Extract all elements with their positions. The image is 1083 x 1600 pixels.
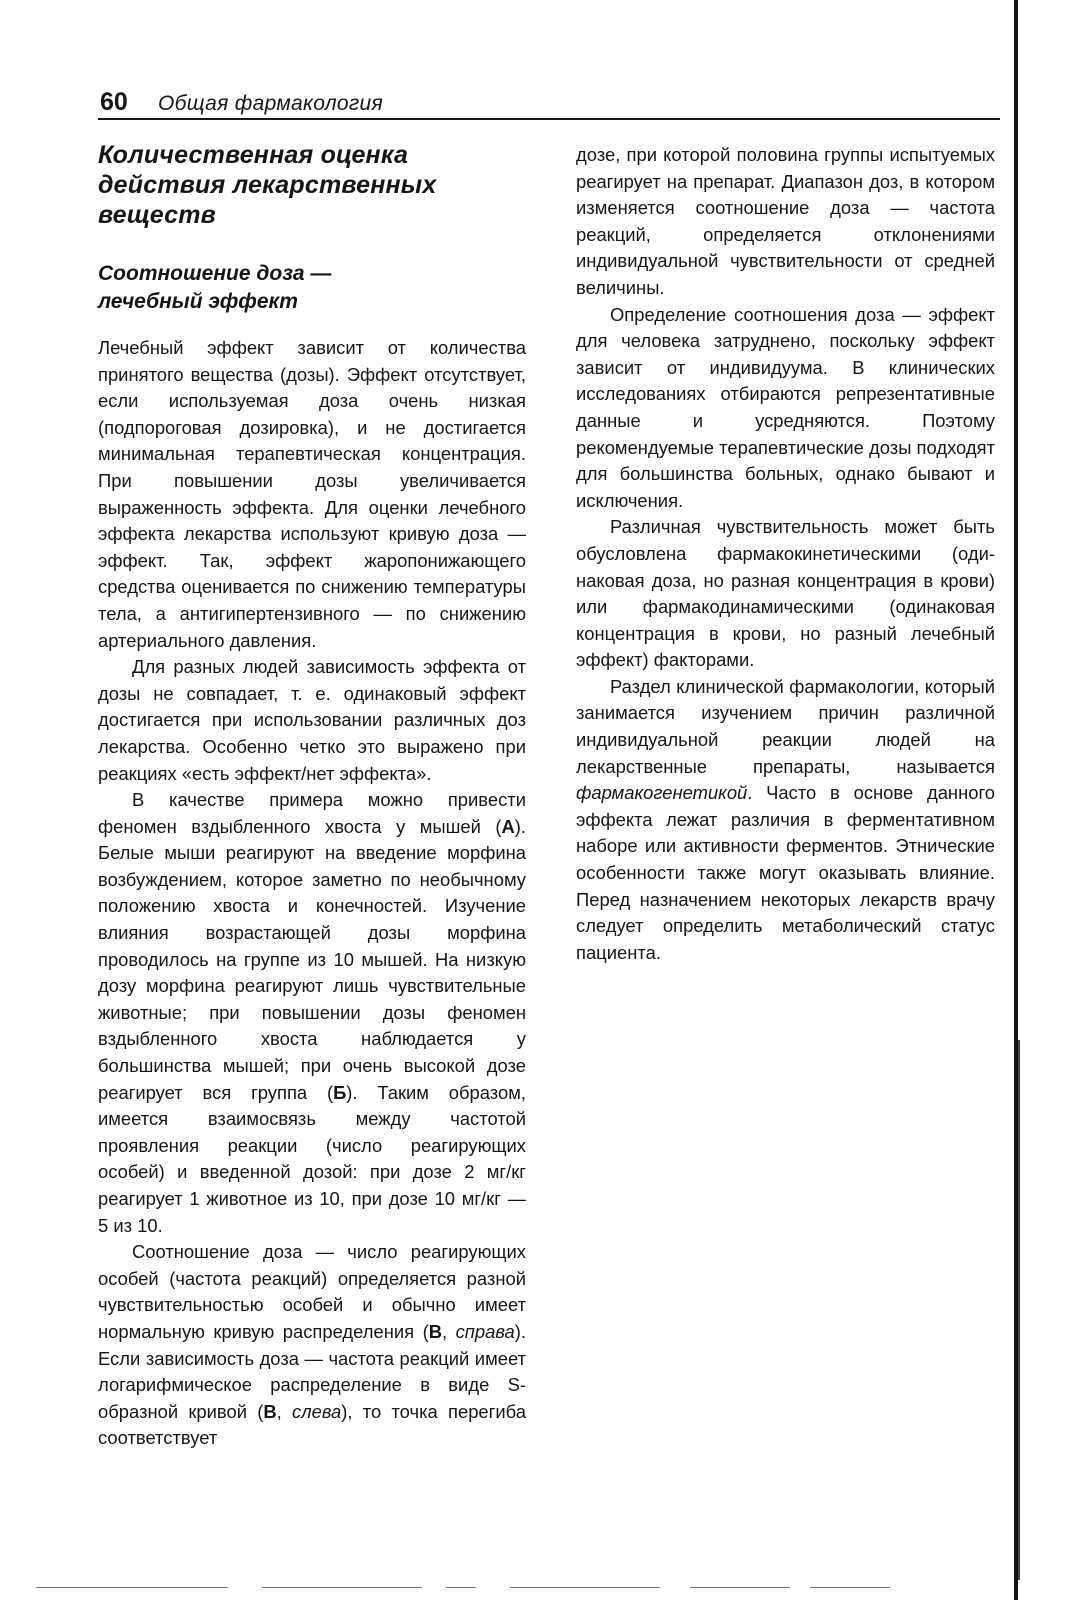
left-column: [98, 140, 526, 1452]
figure-ref-a: А: [501, 815, 515, 837]
paragraph-6: Определение соотношения доза — эффект для человека затруднено, поскольку эффект зависит от индивидуума. В клинических исследованиях отбираются репрезентативные данные и усредняются. Поэтому рекомендуемые терапевтические дозы подходят для большинства больных, однако бывают и исключения.: [576, 303, 995, 511]
figure-side-right: справа: [455, 1320, 515, 1342]
paragraph-4-part-3: ), то точка перегиба соответствует: [98, 1400, 526, 1449]
paragraph-8: [576, 674, 995, 967]
figure-ref-b: Б: [333, 1081, 347, 1103]
page-number: 60: [100, 88, 128, 116]
paragraph-1: Лечебный эффект зависит от количества принятого вещества (дозы). Эффект отсутствует, если используемая доза очень низкая (подпороговая дозировка), и не достигается минимальная терапевтическая концентрация. При повышении дозы увеличивается выраженность эффекта. Для оценки лечебного эффекта лекарства используют кривую доза — эффект. Так, эффект жаропонижающего средства оценивается по снижению температуры тела, а антигипертензивного — по снижению артериального давления.: [98, 337, 526, 651]
figure-ref-v-right: В: [428, 1320, 442, 1342]
paragraph-4-sep-1: ,: [441, 1320, 456, 1342]
paragraph-7: Различная чувствительность может быть обусловлена фармакокинетическими (одинаковая доза, но разная концентрация в крови) или фармакодинамическими (одинаковая концентрация в крови, но разный лечебный эффект) факторами.: [576, 516, 995, 671]
paragraph-4: [98, 1239, 526, 1452]
scan-page-edge-shadow: [1018, 1040, 1020, 1580]
scan-bottom-line: [690, 1587, 790, 1588]
paragraph-2: Для разных людей зависимость эффекта от дозы не совпадает, т. е. одинаковый эффект достигается при использовании различных доз лекарства. Особенно четко это выражено при реакциях «есть эффект/нет эффекта».: [98, 656, 526, 784]
scan-bottom-line: [262, 1587, 422, 1588]
paragraph-3-part-1: В качестве примера можно привести феномен вздыбленного хвоста у мышей (: [98, 789, 526, 837]
scan-bottom-line: [810, 1587, 890, 1588]
paragraph-3: [98, 787, 526, 1239]
paragraph-8-part-2: . Часто в основе данного эффекта лежат различия в ферментативном наборе или активности ферментов. Этнические особенности также могут оказывать влияние. Перед назначением некоторых лекарств врачу следует определить метаболический статус пациента.: [576, 782, 995, 963]
figure-ref-v-left: В: [263, 1400, 277, 1422]
paragraph-4-sep-2: ,: [276, 1400, 293, 1422]
paragraph-8-part-1: Раздел клинической фармакологии, который занимается изучением причин различной индивидуальной реакции людей на лекарственные препараты, называется: [576, 675, 995, 777]
paragraph-4-part-1: Соотношение доза — число реагирующих особей (частота реакций) определяется разной чувствительностью особей и обычно имеет нормальную кривую распределения (: [98, 1241, 526, 1342]
paragraph-4-part-2: ). Если зависимость доза — частота реакций имеет логарифмическое распределение в виде S-образной кривой (: [98, 1320, 526, 1422]
running-header: [98, 88, 1000, 120]
running-title: Общая фармакология: [158, 92, 384, 115]
paragraph-3-part-2: ). Белые мыши реагируют на введение морфина возбуждением, которое заметно по необычному положению хвоста и конечностей. Изучение влияния возрастающей дозы морфина проводилось на группе из 10 мышей. На низкую дозу морфина реагируют лишь чувствительные животные; при повышении дозы феномен вздыбленного хвоста наблюдается у большинства мышей; при очень высокой дозе реагирует вся группа (: [98, 815, 526, 1103]
scan-bottom-line: [446, 1587, 476, 1588]
right-column: [576, 142, 995, 966]
figure-side-left: слева: [292, 1400, 342, 1422]
section-heading: Количественная оценка действия лекарственных веществ: [98, 141, 437, 229]
paragraph-5: дозе, при которой половина группы испытуемых реагирует на препарат. Диапазон доз, в котором изменяется соотношение доза — частота реакций, определяется отклонениями индивидуальной чувствительности от средней величины.: [576, 144, 995, 298]
paragraph-3-part-3: ). Таким образом, имеется взаимосвязь между частотой проявления реакции (число реагирующих особей) и введенной дозой: при дозе 2 мг/кг реагирует 1 животное из 10, при дозе 10 мг/кг — 5 из 10.: [98, 1081, 526, 1236]
scan-bottom-line: [510, 1587, 660, 1588]
subsection-heading: Соотношение доза — лечебный эффект: [98, 262, 332, 313]
term-pharmacogenetics: фармакогенетикой: [576, 782, 748, 804]
scan-bottom-line: [36, 1587, 228, 1588]
